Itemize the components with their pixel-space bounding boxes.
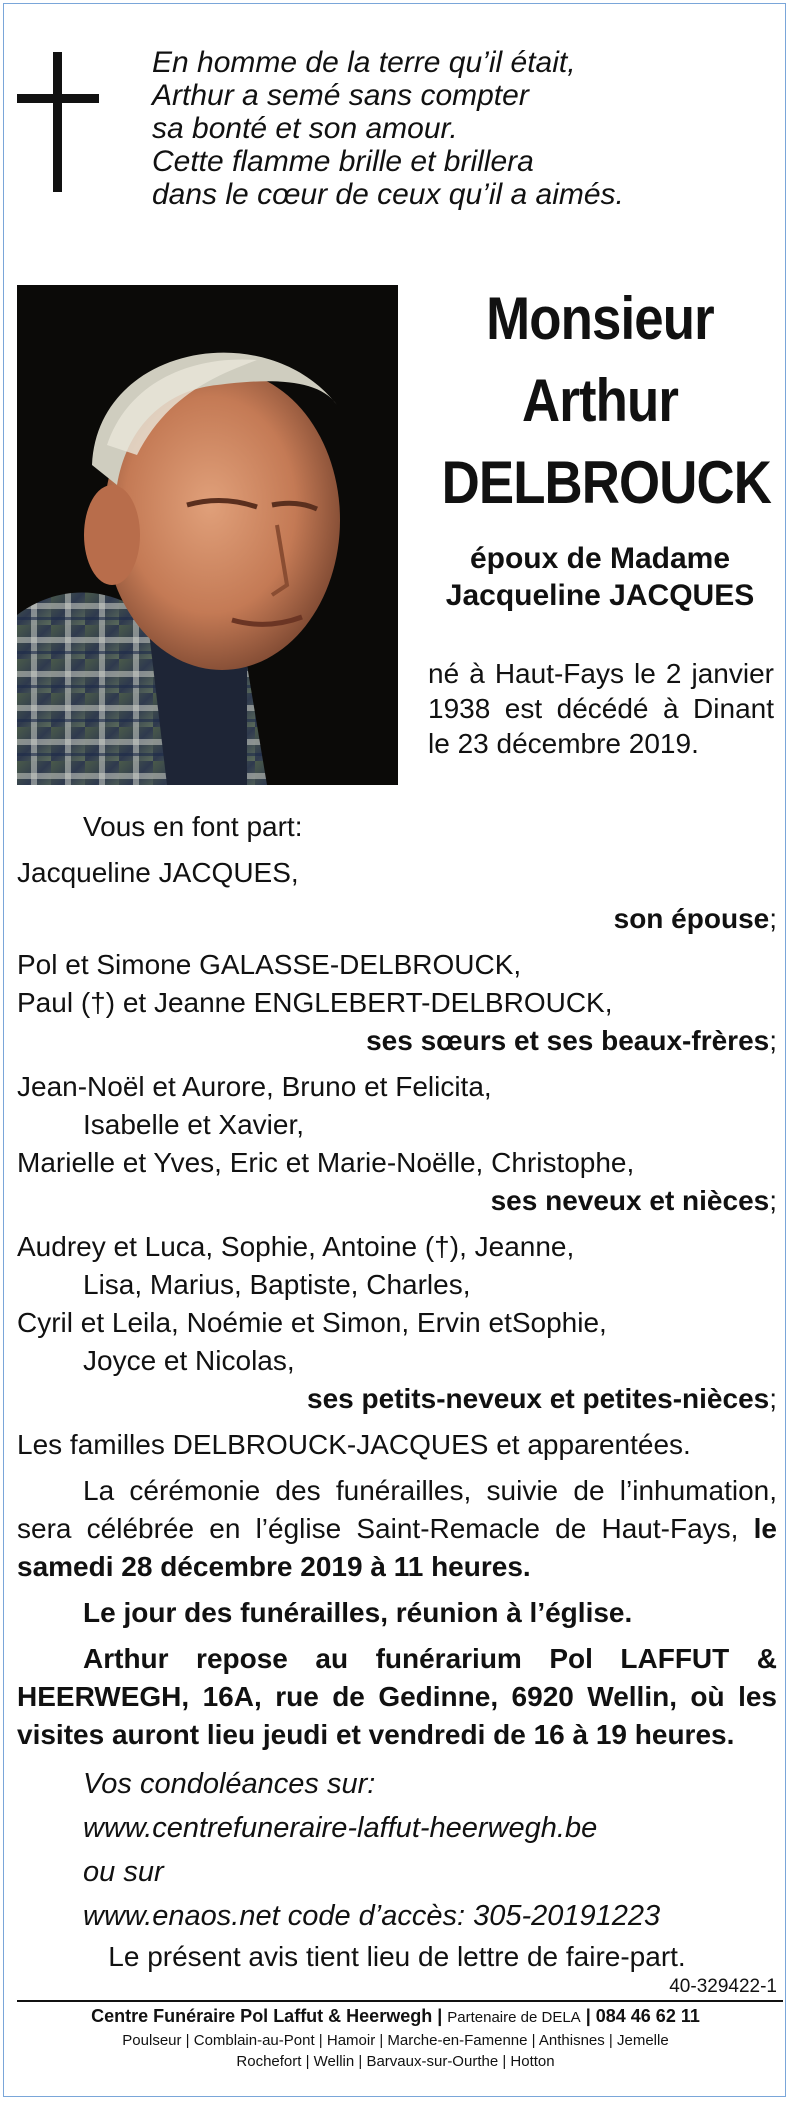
family-member: Jean-Noël et Aurore, Bruno et Felicita, [17,1071,492,1102]
footer-locations: Rochefort | Wellin | Barvaux-sur-Ourthe | Hotton [236,2053,555,2070]
phone-number: 084 46 62 11 [595,2006,700,2026]
family-member: Paul (†) et Jeanne ENGLEBERT-DELBROUCK, [17,987,613,1018]
condolences-or: ou sur [83,1856,164,1888]
footer-locations: Poulseur | Comblain-au-Pont | Hamoir | Marche-en-Famenne | Anthisnes | Jemelle [122,2032,669,2049]
poem-line: En homme de la terre qu’il était, [152,46,576,79]
ceremony-text: La cérémonie des funérailles, suivie de l’inhumation, sera célébrée en l’église Saint-Remacle de Haut-Fays, le samedi 28 décembre 2019 à 11 heures. [17,1475,778,1582]
relation-label: ses sœurs et ses beaux-frères; [366,1025,777,1056]
poem-line: Cette flamme brille et brillera [152,145,534,178]
poem [152,46,772,211]
poem-line: dans le cœur de ceux qu’il a aimés. [152,178,624,211]
spouse-line: époux de Madame [469,542,731,575]
intro-text: Vous en font part: [83,811,303,842]
family-member: Isabelle et Xavier, [83,1109,305,1140]
spouse-line: Jacqueline JACQUES [445,579,755,612]
deceased-first-name: Arthur [521,367,679,434]
family-member: Marielle et Yves, Eric et Marie-Noëlle, Christophe, [17,1147,635,1178]
family-member: Joyce et Nicolas, [83,1345,295,1376]
poem-line: sa bonté et son amour. [152,112,458,145]
family-member: Audrey et Luca, Sophie, Antoine (†), Jeanne, [17,1231,575,1262]
divider [17,2000,783,2002]
reference-number: 40-329422-1 [669,1976,777,1997]
relation-label: ses petits-neveux et petites-nièces; [307,1383,777,1414]
footer [8,2004,783,2072]
website-link[interactable]: www.centrefuneraire-laffut-heerwegh.be [83,1812,598,1844]
relation-label: son épouse; [613,903,777,934]
deceased-last-name: DELBROUCK [441,449,772,516]
partner-text: Partenaire de DELA [447,2009,581,2026]
footer-company-line: Centre Funéraire Pol Laffut & Heerwegh | Partenaire de DELA | 084 46 62 11 [91,2006,700,2026]
company-name: Centre Funéraire Pol Laffut & Heerwegh [91,2006,433,2026]
family-member: Cyril et Leila, Noémie et Simon, Ervin etSophie, [17,1307,607,1338]
deceased-name [441,278,772,524]
condolences-text: Vos condoléances sur: [83,1768,376,1800]
family-member: Lisa, Marius, Baptiste, Charles, [83,1269,471,1300]
family-member: Pol et Simone GALASSE-DELBROUCK, [17,949,522,980]
relation-label: ses neveux et nièces; [490,1185,777,1216]
family-member: Jacqueline JACQUES, [17,857,299,888]
visit-text: Arthur repose au funérarium Pol LAFFUT & HEERWEGH, 16A, rue de Gedinne, 6920 Wellin, où les visites auront lieu jeudi et vendredi de 16 à 19 heures. [17,1643,777,1750]
portrait-photo [17,285,398,785]
portrait-image [17,285,398,785]
notice-text: Le présent avis tient lieu de lettre de faire-part. [108,1941,686,1972]
deceased-title: Monsieur [486,285,714,352]
website-link[interactable]: www.enaos.net code d’accès: 305-20191223 [83,1900,661,1932]
announcement-body [17,808,777,1976]
poem-line: Arthur a semé sans compter [152,79,529,112]
families-text: Les familles DELBROUCK-JACQUES et apparentées. [17,1429,691,1460]
spouse-info [430,540,770,614]
meeting-text: Le jour des funérailles, réunion à l’église. [83,1597,633,1628]
cross-icon [17,52,99,192]
birth-death-text: né à Haut-Fays le 2 janvier 1938 est décédé à Dinant le 23 décembre 2019. [428,658,774,759]
